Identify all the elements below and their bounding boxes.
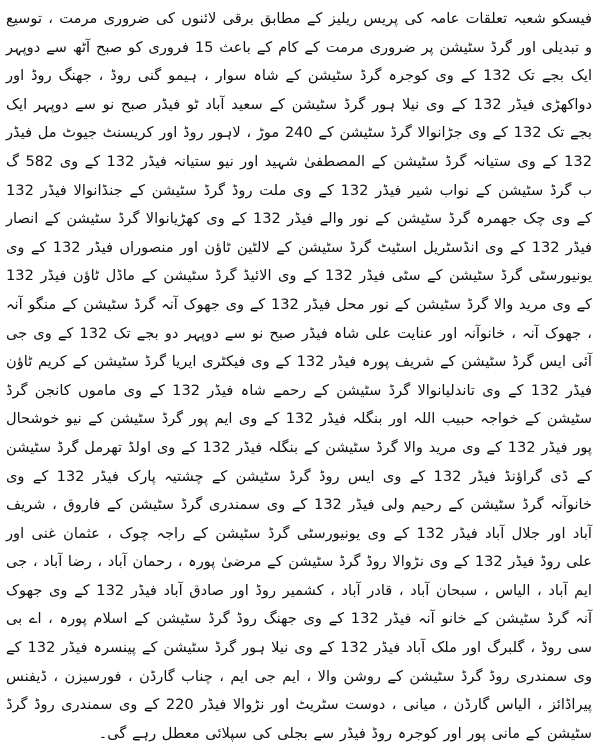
article-body: فیسکو شعبہ تعلقات عامہ کی پریس ریلیز کے مطابق برقی لائنوں کی ضروری مرمت ، توسیع و تبدیلی اور گرڈ سٹیشن پر ضروری مرمت کے کام کے باعث 15 فروری کو صبح آٹھ سے دوپہر ایک بجے تک 132 کے وی کوجرہ گرڈ سٹیشن کے شاہ سوار ، ہیمو گنی روڈ ، جھنگ روڈ اور دواکھڑی فیڈر 132 کے وی نیلا ہور گرڈ سٹیشن کے سعید آباد ٹو فیڈر صبح نو سے دوپہر ایک بجے تک 132 کے وی جڑانوالا گرڈ سٹیشن کے 240 موڑ ، لاہور روڈ اور کریسنٹ جیوٹ مل فیڈر 132 کے وی ستیانہ گرڈ سٹیشن کے المصطفیٰ شہید اور نیو ستیانہ فیڈر 132 کے وی 582 گ ب گرڈ سٹیشن کے نواب شیر فیڈر 132 کے وی ملت روڈ گرڈ سٹیشن کے جنڈانوالا فیڈر 132 کے وی چک جھمرہ گرڈ سٹیشن کے نور والے فیڈر 132 کے وی کھڑیانوالا گرڈ سٹیشن کے انصار فیڈر 132 کے وی انڈسٹریل اسٹیٹ گرڈ سٹیشن کے لالٹین ٹاؤن اور منصوراں فیڈر 132 کے وی یونیورسٹی گرڈ سٹیشن کے سٹی فیڈر 132 کے وی الائیڈ گرڈ سٹیشن کے ماڈل ٹاؤن فیڈر 132 کے وی مرید والا گرڈ سٹیشن کے نور محل فیڈر 132 کے وی جھوک آنہ گرڈ سٹیشن کے منگو آنہ ، جھوک آنہ ، خانوآنہ اور عنایت علی شاہ فیڈر صبح نو سے دوپہر دو بجے تک 132 کے وی جی آئی ایس گرڈ سٹیشن کے شریف پورہ فیڈر 132 کے وی فیکٹری ایریا گرڈ سٹیشن کے کریم ٹاؤن فیڈر 132 کے وی تاندلیانوالا گرڈ سٹیشن کے رحمے شاہ فیڈر 132 کے وی ماموں کانجن گرڈ سٹیشن کے خواجہ حبیب اللہ اور بنگلہ فیڈر 132 کے وی ایم پور گرڈ سٹیشن کے نیو خوشحال پور فیڈر 132 کے وی مرید والا گرڈ سٹیشن کے بنگلہ فیڈر 132 کے وی اولڈ تھرمل گرڈ سٹیشن کے ڈی گراؤنڈ فیڈر 132 کے وی ایس روڈ گرڈ سٹیشن کے چشتیہ پارک فیڈر 132 کے وی خانوآنہ گرڈ سٹیشن کے رحیم ولی فیڈر 132 کے وی سمندری گرڈ سٹیشن کے فاروق ، شریف آباد اور جلال آباد فیڈر 132 کے وی یونیورسٹی گرڈ سٹیشن کے راجہ چوک ، عثمان غنی اور علی روڈ فیڈر 132 کے وی نڑوالا روڈ گرڈ سٹیشن کے مرضیٰ پورہ ، رحمان آباد ، رضا آباد ، جی ایم آباد ، الیاس ، سبحان آباد ، قادر آباد ، کشمیر روڈ اور صادق آباد فیڈر 132 کے وی جھوک آنہ گرڈ سٹیشن کے خانو آنہ فیڈر 132 کے وی جھنگ روڈ گرڈ سٹیشن کے اسلام پورہ ، اے بی سی روڈ ، گلبرگ اور ملک آباد فیڈر 132 کے وی نیلا ہور گرڈ سٹیشن کے پینسرہ فیڈر 132 کے وی سمندری روڈ گرڈ سٹیشن کے روشن والا ، ایم جی ایم ، چناب گارڈن ، فورسیزن ، ڈیفنس پیراڈائز ، الیاس گارڈن ، میانی ، دوست سٹریٹ اور نڑوالا فیڈر 220 کے وی سمندری روڈ گرڈ سٹیشن کے مانی پور اور کوجرہ روڈ فیڈر سے بجلی کی سپلائی معطل رہے گی۔ (6, 10, 593, 742)
